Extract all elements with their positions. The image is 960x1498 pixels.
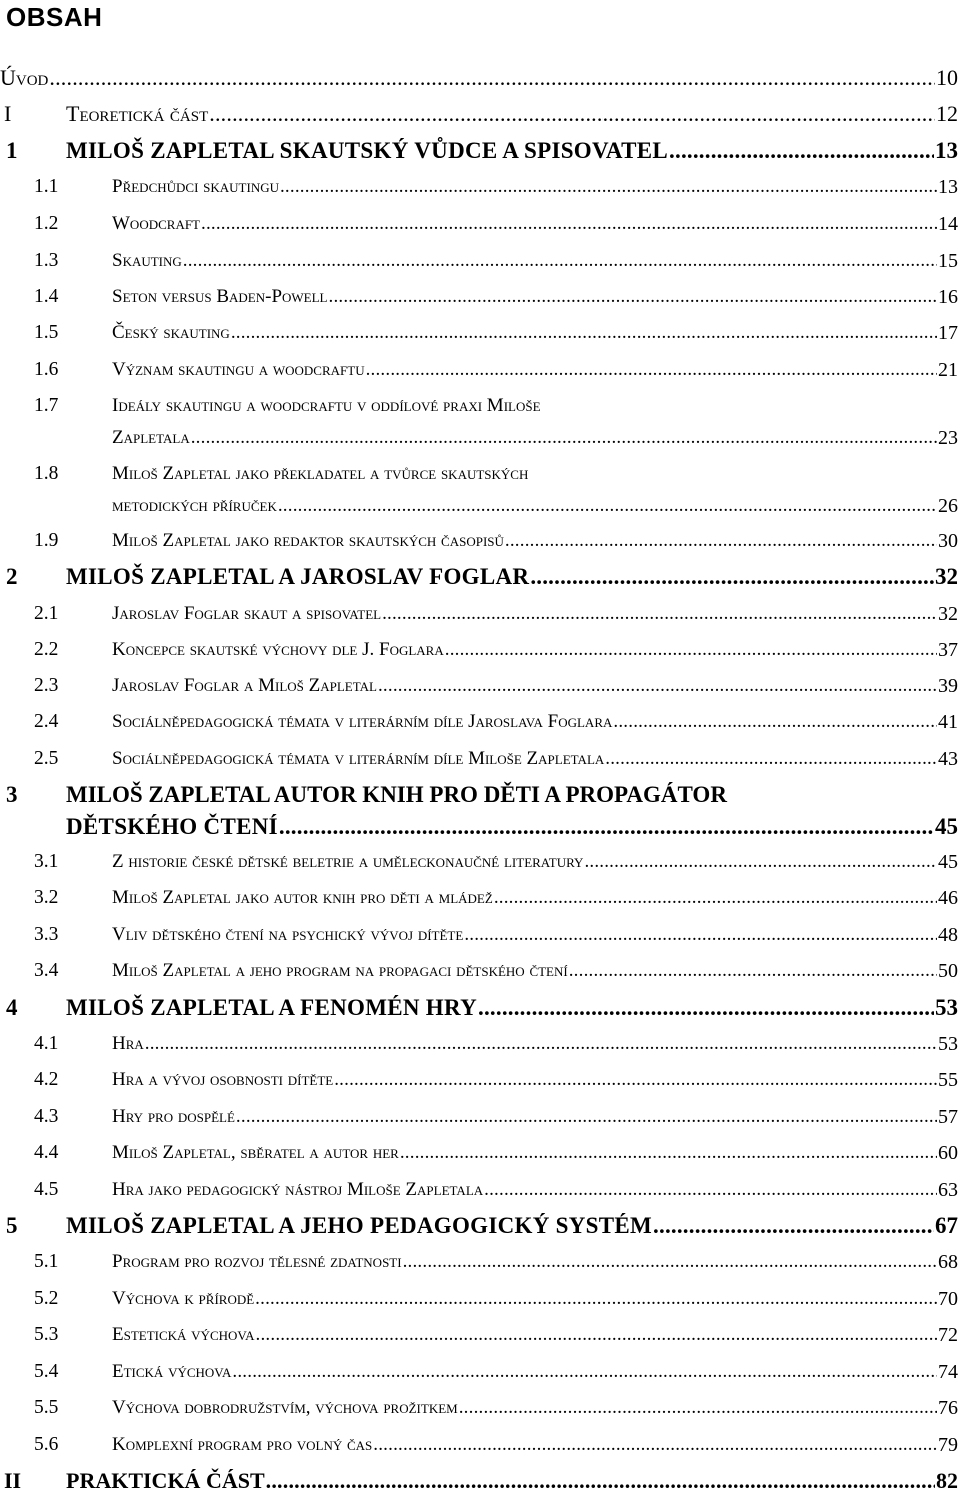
- toc-entry-number: 3.2: [34, 887, 59, 908]
- toc-entry-number: 4.5: [34, 1179, 59, 1200]
- toc-entry-title: Hra a vývoj osobnosti dítěte: [112, 1069, 334, 1090]
- toc-entry-number: 2.3: [34, 675, 59, 696]
- toc-entry-title: Význam skautingu a woodcraftu: [112, 359, 365, 380]
- toc-entry-page-number: 13: [938, 176, 958, 198]
- toc-entry-leader-row: [112, 353, 958, 387]
- toc-entry-number: 5.6: [34, 1434, 59, 1455]
- toc-entry-page-number: 12: [936, 101, 958, 126]
- toc-entry-leader-row: [66, 560, 958, 594]
- toc-entry-number: 3.3: [34, 924, 59, 945]
- toc-entry-title-line1: Ideály skautingu a woodcraftu v oddílové praxi Miloše: [112, 395, 541, 416]
- toc-entry-page-number: 67: [935, 1213, 958, 1238]
- dot-leader: [584, 845, 937, 879]
- toc-entry-leader-row: [112, 316, 958, 350]
- toc-entry-page-number: 79: [938, 1434, 958, 1456]
- toc-entry-leader-row: [112, 881, 958, 915]
- toc-entry-s1_2[interactable]: [0, 207, 958, 241]
- dot-leader: [366, 353, 937, 387]
- dot-leader: [569, 954, 937, 988]
- toc-entry-page-number: 14: [938, 213, 958, 235]
- dot-leader: [280, 170, 937, 204]
- toc-entry-number: 5.3: [34, 1324, 59, 1345]
- toc-entry-title: Z historie české dětské beletrie a uměleckonaučné literatury: [112, 851, 584, 872]
- toc-entry-number: 3.4: [34, 960, 59, 981]
- toc-entry-page-number: 10: [936, 65, 958, 90]
- toc-entry-leader-row: [112, 207, 958, 241]
- dot-leader: [400, 1136, 937, 1170]
- toc-entry-title: Miloš Zapletal jako autor knih pro děti a mládež: [112, 887, 493, 908]
- toc-entry-uvod[interactable]: [0, 61, 958, 95]
- toc-entry-leader-row: [112, 170, 958, 204]
- toc-entry-leader-row: [112, 421, 958, 455]
- toc-entry-s1_7[interactable]: [0, 421, 958, 455]
- dot-leader: [382, 597, 937, 631]
- toc-entry-s1_5[interactable]: [0, 316, 958, 350]
- toc-entry-s3_4[interactable]: [0, 954, 958, 988]
- toc-entry-leader-row: [112, 742, 958, 776]
- toc-entry-number: 4.3: [34, 1106, 59, 1127]
- toc-entry-title: Seton versus Baden-Powell: [112, 286, 328, 307]
- toc-entry-s2_4[interactable]: [0, 705, 958, 739]
- toc-entry-s5_6[interactable]: [0, 1428, 958, 1462]
- dot-leader: [279, 810, 934, 844]
- toc-entry-part1[interactable]: [0, 97, 958, 131]
- dot-leader: [530, 560, 934, 594]
- toc-entry-number: 4: [6, 995, 18, 1020]
- toc-entry-s5_5[interactable]: [0, 1391, 958, 1425]
- toc-entry-leader-row: [112, 1282, 958, 1316]
- toc-entry-leader-row: [66, 134, 958, 168]
- dot-leader: [183, 244, 937, 278]
- toc-entry-number: 1.6: [34, 359, 59, 380]
- toc-entry-leader-row: [66, 1464, 958, 1498]
- dot-leader: [255, 1282, 937, 1316]
- toc-entry-title: Hra jako pedagogický nástroj Miloše Zapletala: [112, 1179, 484, 1200]
- toc-entry-title: Český skauting: [112, 322, 230, 343]
- toc-entry-s1_9[interactable]: [0, 524, 958, 558]
- toc-entry-number: 5.4: [34, 1361, 59, 1382]
- toc-entry-s1_3[interactable]: [0, 244, 958, 278]
- toc-entry-number: 3: [6, 782, 18, 807]
- toc-entry-page-number: 55: [938, 1069, 958, 1091]
- toc-entry-leader-row: [112, 280, 958, 314]
- toc-entry-title: Sociálněpedagogická témata v literárním díle Miloše Zapletala: [112, 748, 605, 769]
- toc-entry-s1_7-line1[interactable]: [0, 389, 958, 423]
- dot-leader: [484, 1173, 937, 1207]
- toc-entry-leader-row: [66, 810, 958, 844]
- toc-entry-s4_5[interactable]: [0, 1173, 958, 1207]
- toc-entry-leader-row: [112, 1428, 958, 1462]
- toc-entry-page-number: 48: [938, 924, 958, 946]
- toc-entry-title: MILOŠ ZAPLETAL A FENOMÉN HRY: [66, 995, 478, 1020]
- toc-entry-title: Výchova dobrodružstvím, výchova prožitkem: [112, 1397, 458, 1418]
- dot-leader: [494, 881, 937, 915]
- toc-entry-page-number: 13: [935, 138, 958, 163]
- toc-entry-number: 1.3: [34, 250, 59, 271]
- toc-entry-s3_3[interactable]: [0, 918, 958, 952]
- toc-entry-page-number: 32: [935, 564, 958, 589]
- dot-leader: [256, 1318, 937, 1352]
- toc-entry-title: Miloš Zapletal jako redaktor skautských časopisů: [112, 530, 504, 551]
- dot-leader: [231, 316, 937, 350]
- toc-entry-title: Zapletala: [112, 427, 190, 448]
- toc-entry-number: 4.2: [34, 1069, 59, 1090]
- toc-entry-s1_4[interactable]: [0, 280, 958, 314]
- toc-entry-number: 2.5: [34, 748, 59, 769]
- toc-entry-leader-row: [112, 489, 958, 523]
- toc-entry-number: 5: [6, 1213, 18, 1238]
- toc-entry-page-number: 43: [938, 748, 958, 770]
- toc-entry-ch1[interactable]: [0, 134, 958, 168]
- toc-entry-page-number: 60: [938, 1142, 958, 1164]
- dot-leader: [605, 742, 937, 776]
- toc-entry-part2[interactable]: [0, 1464, 958, 1498]
- toc-entry-number: 5.5: [34, 1397, 59, 1418]
- toc-entry-title: Komplexní program pro volný čas: [112, 1434, 373, 1455]
- dot-leader: [266, 1464, 935, 1498]
- toc-entry-title: PRAKTICKÁ ČÁST: [66, 1468, 265, 1493]
- toc-entry-s4_4[interactable]: [0, 1136, 958, 1170]
- toc-entry-page-number: 57: [938, 1106, 958, 1128]
- toc-entry-leader-row: [112, 1100, 958, 1134]
- toc-entry-title: Jaroslav Foglar a Miloš Zapletal: [112, 675, 377, 696]
- toc-entry-title: metodických příruček: [112, 495, 277, 516]
- toc-entry-s3_1[interactable]: [0, 845, 958, 879]
- toc-entry-page-number: 72: [938, 1324, 958, 1346]
- toc-title: OBSAH: [6, 2, 103, 32]
- toc-entry-leader-row: [66, 97, 958, 131]
- toc-entry-title: Miloš Zapletal a jeho program na propagaci dětského čtení: [112, 960, 568, 981]
- toc-entry-leader-row: [112, 705, 958, 739]
- toc-entry-page-number: 16: [938, 286, 958, 308]
- toc-entry-s1_8[interactable]: [0, 489, 958, 523]
- toc-entry-leader-row: [112, 1173, 958, 1207]
- toc-entry-title: Koncepce skautské výchovy dle J. Foglara: [112, 639, 444, 660]
- toc-entry-title: MILOŠ ZAPLETAL SKAUTSKÝ VŮDCE A SPISOVATEL: [66, 138, 669, 163]
- toc-entry-number: 2.1: [34, 603, 59, 624]
- toc-entry-ch5[interactable]: [0, 1209, 958, 1243]
- toc-entry-number: 4.1: [34, 1033, 59, 1054]
- toc-entry-title: Výchova k přírodě: [112, 1288, 255, 1309]
- toc-entry-leader-row: [112, 1245, 958, 1279]
- toc-entry-title: Hry pro dospělé: [112, 1106, 235, 1127]
- toc-entry-s2_1[interactable]: [0, 597, 958, 631]
- dot-leader: [445, 633, 937, 667]
- dot-leader: [459, 1391, 937, 1425]
- toc-entry-leader-row: [112, 597, 958, 631]
- toc-entry-title: Skauting: [112, 250, 182, 271]
- toc-entry-title: Úvod: [0, 65, 49, 90]
- dot-leader: [329, 280, 938, 314]
- toc-entry-number: 1.8: [34, 463, 59, 484]
- toc-entry-page-number: 45: [938, 851, 958, 873]
- dot-leader: [669, 134, 934, 168]
- toc-entry-page-number: 50: [938, 960, 958, 982]
- toc-entry-page-number: 45: [935, 814, 958, 839]
- toc-entry-title-line1: Miloš Zapletal jako překladatel a tvůrce skautských: [112, 463, 529, 484]
- toc-entry-leader-row: [0, 61, 958, 95]
- toc-entry-number: 1.2: [34, 213, 59, 234]
- toc-entry-s2_2[interactable]: [0, 633, 958, 667]
- toc-entry-page-number: 63: [938, 1179, 958, 1201]
- toc-entry-page-number: 82: [936, 1468, 958, 1493]
- toc-entry-page-number: 23: [938, 427, 958, 449]
- dot-leader: [464, 918, 937, 952]
- toc-entry-page-number: 53: [938, 1033, 958, 1055]
- toc-entry-number: 4.4: [34, 1142, 59, 1163]
- toc-entry-number: 1.5: [34, 322, 59, 343]
- toc-entry-title: MILOŠ ZAPLETAL A JAROSLAV FOGLAR: [66, 564, 530, 589]
- toc-entry-leader-row: [112, 918, 958, 952]
- dot-leader: [505, 524, 937, 558]
- toc-entry-number: 1.1: [34, 176, 59, 197]
- toc-entry-s5_1[interactable]: [0, 1245, 958, 1279]
- toc-entry-s5_2[interactable]: [0, 1282, 958, 1316]
- toc-entry-number: 5.2: [34, 1288, 59, 1309]
- toc-entry-number: II: [4, 1468, 22, 1493]
- toc-entry-number: 3.1: [34, 851, 59, 872]
- toc-entry-page-number: 39: [938, 675, 958, 697]
- toc-entry-page-number: 76: [938, 1397, 958, 1419]
- toc-entry-s1_1[interactable]: [0, 170, 958, 204]
- dot-leader: [334, 1063, 937, 1097]
- toc-entry-title: Vliv dětského čtení na psychický vývoj dítěte: [112, 924, 464, 945]
- toc-entry-s2_5[interactable]: [0, 742, 958, 776]
- toc-entry-title: MILOŠ ZAPLETAL A JEHO PEDAGOGICKÝ SYSTÉM: [66, 1213, 653, 1238]
- toc-entry-s4_2[interactable]: [0, 1063, 958, 1097]
- toc-entry-leader-row: [112, 244, 958, 278]
- toc-entry-number: 2.4: [34, 711, 59, 732]
- dot-leader: [403, 1245, 937, 1279]
- toc-entry-s2_3[interactable]: [0, 669, 958, 703]
- toc-entry-s1_8-line1[interactable]: [0, 457, 958, 491]
- toc-entry-title: DĚTSKÉHO ČTENÍ: [66, 814, 278, 839]
- toc-entry-leader-row: [112, 1027, 958, 1061]
- toc-entry-leader-row: [112, 1391, 958, 1425]
- toc-entry-page-number: 70: [938, 1288, 958, 1310]
- toc-entry-leader-row: [112, 1355, 958, 1389]
- toc-entry-number: 2.2: [34, 639, 59, 660]
- toc-entry-page-number: 53: [935, 995, 958, 1020]
- toc-entry-title: Hra: [112, 1033, 144, 1054]
- toc-entry-s5_3[interactable]: [0, 1318, 958, 1352]
- toc-entry-page-number: 41: [938, 711, 958, 733]
- toc-entry-page-number: 46: [938, 887, 958, 909]
- dot-leader: [653, 1209, 934, 1243]
- toc-entry-leader-row: [112, 1063, 958, 1097]
- dot-leader: [49, 61, 935, 95]
- toc-entry-title: Sociálněpedagogická témata v literárním díle Jaroslava Foglara: [112, 711, 613, 732]
- dot-leader: [201, 207, 937, 241]
- toc-entry-ch3[interactable]: [0, 810, 958, 844]
- toc-entry-page-number: 32: [938, 603, 958, 625]
- dot-leader: [209, 97, 935, 131]
- dot-leader: [236, 1100, 937, 1134]
- toc-entry-title: Estetická výchova: [112, 1324, 255, 1345]
- dot-leader: [145, 1027, 937, 1061]
- toc-entry-number: 1: [6, 138, 18, 163]
- toc-entry-page-number: 26: [938, 495, 958, 517]
- toc-entry-s4_1[interactable]: [0, 1027, 958, 1061]
- dot-leader: [278, 489, 937, 523]
- dot-leader: [378, 669, 937, 703]
- toc-entry-number: 1.9: [34, 530, 59, 551]
- toc-entry-title: Program pro rozvoj tělesné zdatnosti: [112, 1251, 402, 1272]
- toc-entry-s5_4[interactable]: [0, 1355, 958, 1389]
- dot-leader: [232, 1355, 937, 1389]
- toc-entry-page-number: 15: [938, 250, 958, 272]
- toc-entry-title: Teoretická část: [66, 101, 209, 126]
- toc-entry-leader-row: [66, 991, 958, 1025]
- toc-entry-leader-row: [112, 633, 958, 667]
- dot-leader: [373, 1428, 937, 1462]
- toc-entry-leader-row: [112, 1318, 958, 1352]
- toc-entry-page-number: 74: [938, 1361, 958, 1383]
- toc-entry-title: Woodcraft: [112, 213, 200, 234]
- toc-entry-ch2[interactable]: [0, 560, 958, 594]
- toc-entry-title: Jaroslav Foglar skaut a spisovatel: [112, 603, 382, 624]
- toc-entry-page-number: 37: [938, 639, 958, 661]
- toc-entry-number: 1.4: [34, 286, 59, 307]
- toc-entry-title: Miloš Zapletal, sběratel a autor her: [112, 1142, 399, 1163]
- dot-leader: [191, 421, 937, 455]
- toc-entry-s3_2[interactable]: [0, 881, 958, 915]
- toc-entry-leader-row: [66, 1209, 958, 1243]
- toc-entry-s1_6[interactable]: [0, 353, 958, 387]
- dot-leader: [478, 991, 934, 1025]
- toc-entry-title: Předchůdci skautingu: [112, 176, 279, 197]
- dot-leader: [613, 705, 937, 739]
- toc-entry-page-number: 21: [938, 359, 958, 381]
- toc-entry-number: 1.7: [34, 395, 59, 416]
- toc-entry-s4_3[interactable]: [0, 1100, 958, 1134]
- toc-entry-leader-row: [112, 524, 958, 558]
- toc-entry-page-number: 68: [938, 1251, 958, 1273]
- toc-entry-title: Etická výchova: [112, 1361, 232, 1382]
- toc-entry-title-line1: MILOŠ ZAPLETAL AUTOR KNIH PRO DĚTI A PROPAGÁTOR: [66, 782, 727, 807]
- toc-entry-number: 5.1: [34, 1251, 59, 1272]
- toc-entry-ch3-line1[interactable]: [0, 778, 958, 812]
- toc-entry-number: 2: [6, 564, 18, 589]
- toc-entry-leader-row: [112, 954, 958, 988]
- toc-entry-leader-row: [112, 669, 958, 703]
- toc-entry-ch4[interactable]: [0, 991, 958, 1025]
- toc-entry-number: I: [4, 101, 12, 126]
- toc-entry-leader-row: [112, 1136, 958, 1170]
- toc-entry-leader-row: [112, 845, 958, 879]
- toc-entry-page-number: 30: [938, 530, 958, 552]
- toc-entry-page-number: 17: [938, 322, 958, 344]
